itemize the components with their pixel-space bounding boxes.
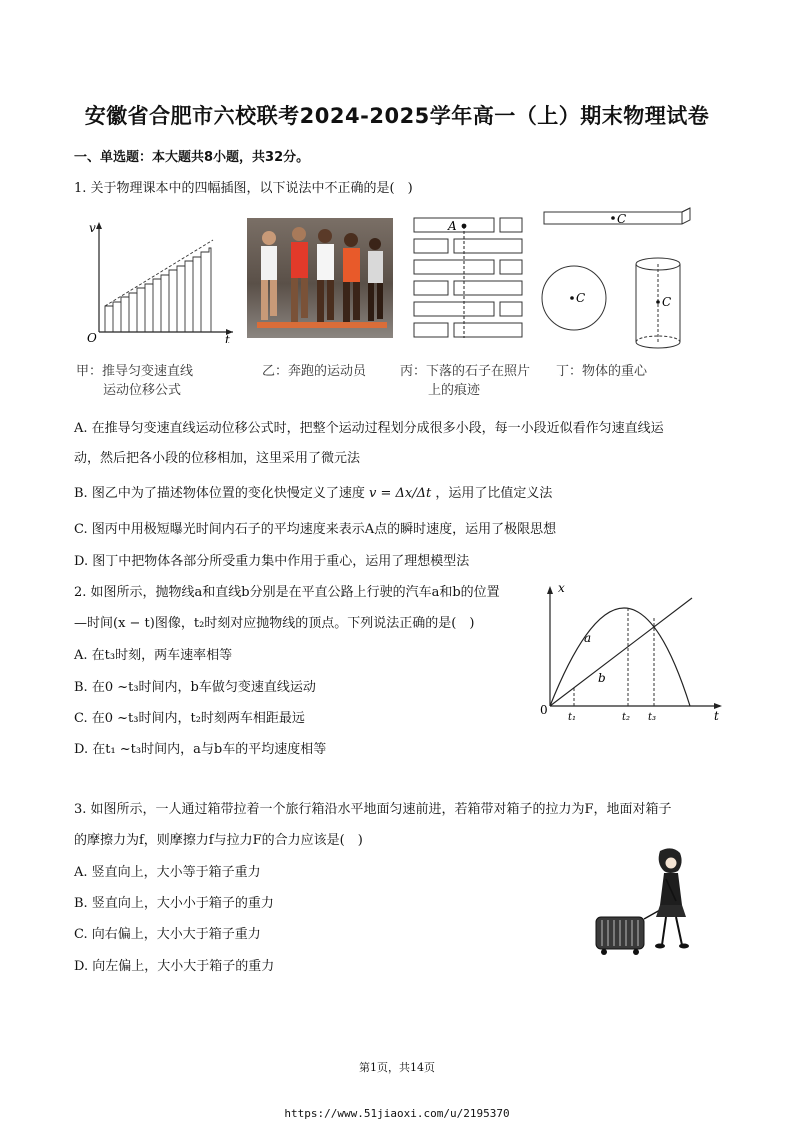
q1-caption-bing-2: 上的痕迹	[428, 383, 481, 398]
q1-fig-jia-v-label: v	[89, 221, 96, 235]
q1-stem: 1. 关于物理课本中的四幅插图，以下说法中不正确的是( )	[74, 181, 413, 196]
q1-option-b-post: ，运用了比值定义法	[435, 486, 553, 501]
q1-caption-bing-1: 丙：下落的石子在照片	[400, 364, 531, 379]
q1-option-a-line1: A. 在推导匀变速直线运动位移公式时，把整个运动过程划分成很多小段，每一小段近似看作匀速直线运	[74, 421, 664, 436]
q2-parabola-a	[550, 608, 690, 706]
q1-option-b	[74, 482, 552, 501]
q1-figure-yi-runners-photo	[247, 218, 393, 338]
page-title: 安徽省合肥市六校联考2024-2025学年高一（上）期末物理试卷	[84, 104, 710, 128]
section-heading: 一、单选题：本大题共8小题，共32分。	[74, 150, 310, 165]
q1-caption-yi: 乙：奔跑的运动员	[262, 364, 367, 379]
q1-fig-ding-bar-C: C	[617, 212, 627, 226]
q1-fig-bing-A-label: A	[448, 219, 457, 233]
q1-fig-ding-disc-C: C	[576, 291, 586, 305]
q1-figure-bing-brick-wall	[412, 214, 524, 344]
q2-graph-t1-label: t₁	[568, 712, 577, 723]
q3-stem-line1: 3. 如图所示，一人通过箱带拉着一个旅行箱沿水平地面匀速前进，若箱带对箱子的拉力为F，地面对箱子	[74, 802, 672, 817]
q2-line-b	[550, 598, 692, 706]
q2-graph-a-label: a	[584, 631, 592, 645]
q1-caption-jia-1: 甲：推导匀变速直线	[76, 364, 194, 379]
q2-option-a: A. 在t₃时刻，两车速率相等	[74, 648, 233, 663]
q1-fig-ding-cylinder-C: C	[662, 295, 672, 309]
q1-caption-ding: 丁：物体的重心	[556, 364, 648, 379]
q1-fig-jia-origin: O	[87, 331, 97, 343]
q2-graph-x-label: x	[558, 581, 565, 595]
q3-option-b: B. 竖直向上，大小小于箱子的重力	[74, 896, 274, 911]
q2-stem-line2: —时间(x − t)图像，t₂时刻对应抛物线的顶点。下列说法正确的是( )	[74, 616, 475, 631]
q1-option-b-pre: B. 图乙中为了描述物体位置的变化快慢定义了速度	[74, 486, 365, 501]
q3-figure-person-pulling-suitcase	[590, 845, 700, 960]
q3-option-a: A. 竖直向上，大小等于箱子重力	[74, 865, 261, 880]
q1-option-d: D. 图丁中把物体各部分所受重力集中作用于重心，运用了理想模型法	[74, 554, 470, 569]
watermark-url: https://www.51jiaoxi.com/u/2195370	[284, 1107, 510, 1120]
q1-option-b-formula: v = Δx/Δt	[368, 486, 432, 501]
q2-option-b: B. 在0 ~t₃时间内，b车做匀变速直线运动	[74, 680, 316, 695]
page-footer: 第1页，共14页	[359, 1061, 435, 1074]
q2-graph-origin: 0	[540, 703, 548, 717]
q2-graph-b-label: b	[598, 671, 606, 685]
q2-graph-t3-label: t₃	[648, 712, 657, 723]
q2-option-c: C. 在0 ~t₃时间内，t₂时刻两车相距最远	[74, 711, 305, 726]
q1-option-c: C. 图丙中用极短曝光时间内石子的平均速度来表示A点的瞬时速度，运用了极限思想	[74, 522, 557, 537]
q2-xt-graph	[538, 578, 728, 728]
q1-fig-jia-t-label: t	[225, 333, 230, 343]
q1-figure-jia	[85, 218, 235, 343]
q1-option-a-line2: 动，然后把各小段的位移相加，这里采用了微元法	[74, 451, 361, 466]
q3-stem-line2: 的摩擦力为f，则摩擦力f与拉力F的合力应该是( )	[74, 833, 363, 848]
q1-caption-jia-2: 运动位移公式	[103, 383, 182, 398]
q3-option-d: D. 向左偏上，大小大于箱子的重力	[74, 959, 275, 974]
q2-option-d: D. 在t₁ ~t₃时间内，a与b车的平均速度相等	[74, 742, 327, 757]
q2-stem-line1: 2. 如图所示，抛物线a和直线b分别是在平直公路上行驶的汽车a和b的位置	[74, 585, 500, 600]
q2-graph-t-label: t	[714, 709, 719, 723]
q2-graph-t2-label: t₂	[622, 712, 631, 723]
q3-option-c: C. 向右偏上，大小大于箱子重力	[74, 927, 261, 942]
q1-figure-ding-center-of-gravity	[538, 202, 698, 362]
